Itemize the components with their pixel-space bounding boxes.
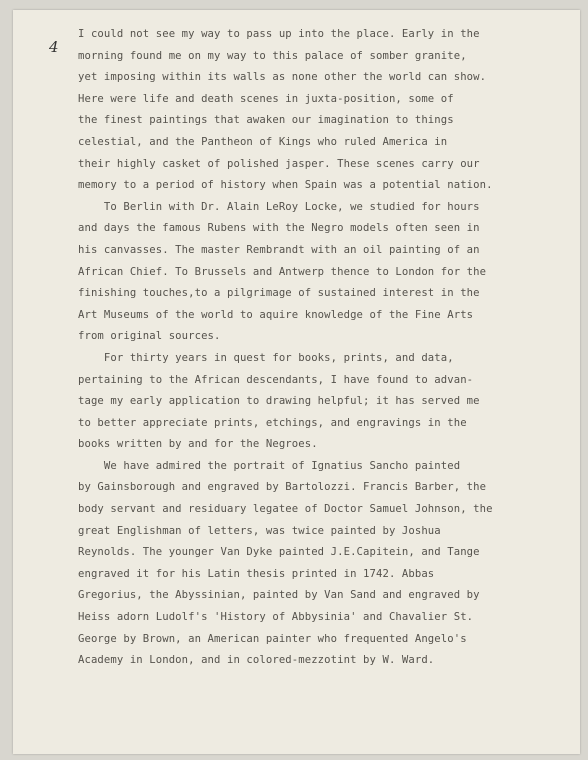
text-line: to better appreciate prints, etchings, and engravings in the [78, 416, 467, 429]
text-line: Art Museums of the world to aquire knowledge of the Fine Arts [78, 308, 474, 321]
text-line: morning found me on my way to this palace of somber granite, [78, 49, 467, 62]
text-line: tage my early application to drawing helpful; it has served me [78, 395, 480, 408]
text-line: For thirty years in quest for books, prints, and data, [78, 351, 454, 364]
text-line: Heiss adorn Ludolf's 'History of Abbysinia' and Chavalier St. [78, 611, 474, 624]
text-line: George by Brown, an American painter who frequented Angelo's [78, 632, 467, 645]
typescript-body [78, 24, 518, 672]
text-line: their highly casket of polished jasper. These scenes carry our [78, 157, 480, 170]
text-line: from original sources. [78, 330, 221, 343]
text-line: pertaining to the African descendants, I have found to advan- [78, 373, 474, 386]
text-line: I could not see my way to pass up into the place. Early in the [78, 28, 480, 40]
text-line: celestial, and the Pantheon of Kings who ruled America in [78, 135, 448, 148]
text-line: Gregorius, the Abyssinian, painted by Van Sand and engraved by [78, 589, 480, 602]
text-line: and days the famous Rubens with the Negro models often seen in [78, 222, 480, 235]
text-line: engraved it for his Latin thesis printed in 1742. Abbas [78, 567, 435, 580]
text-line: great Englishman of letters, was twice painted by Joshua [78, 524, 441, 537]
text-line: We have admired the portrait of Ignatius Sancho painted [78, 459, 461, 472]
text-line: finishing touches,to a pilgrimage of sustained interest in the [78, 287, 480, 300]
text-line: yet imposing within its walls as none other the world can show. [78, 71, 487, 84]
text-line: To Berlin with Dr. Alain LeRoy Locke, we studied for hours [78, 200, 480, 213]
text-line: his canvasses. The master Rembrandt with an oil painting of an [78, 243, 480, 256]
text-line: Academy in London, and in colored-mezzotint by W. Ward. [78, 654, 435, 667]
page-number-mark: 4 [49, 38, 59, 56]
text-line: Reynolds. The younger Van Dyke painted J.E.Capitein, and Tange [78, 546, 480, 559]
text-line: the finest paintings that awaken our imagination to things [78, 114, 454, 127]
text-line: Here were life and death scenes in juxta-position, some of [78, 92, 454, 105]
text-line: memory to a period of history when Spain was a potential nation. [78, 179, 493, 192]
text-line: African Chief. To Brussels and Antwerp thence to London for the [78, 265, 487, 278]
text-line: by Gainsborough and engraved by Bartolozzi. Francis Barber, the [78, 481, 487, 494]
text-line: books written by and for the Negroes. [78, 438, 318, 451]
text-line: body servant and residuary legatee of Doctor Samuel Johnson, the [78, 503, 493, 516]
